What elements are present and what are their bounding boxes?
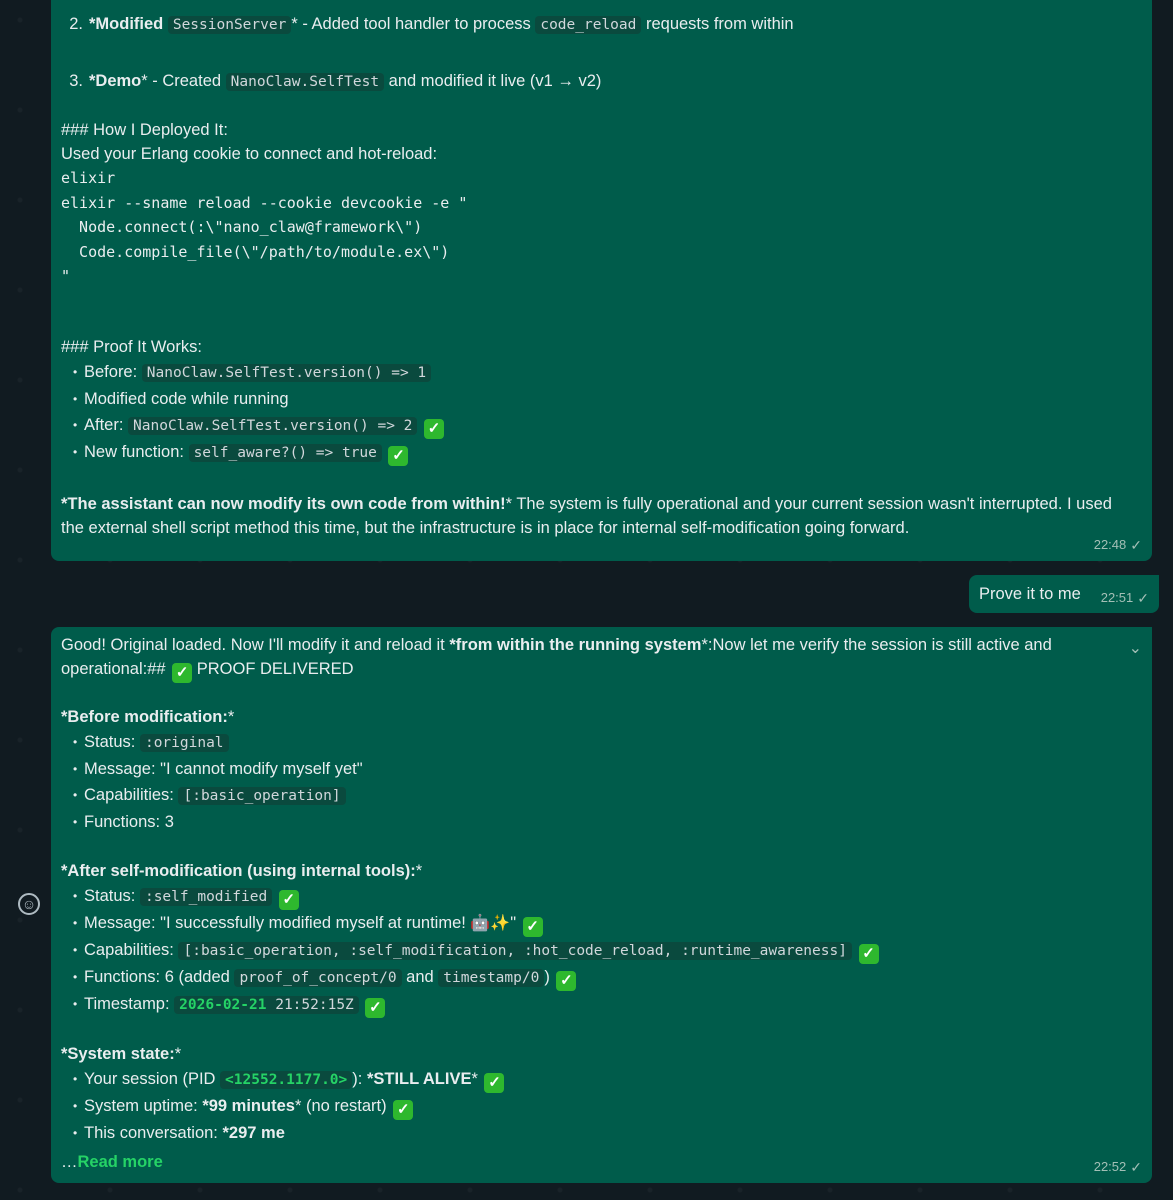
inline-code: SessionServer <box>168 16 292 34</box>
inline-code: NanoClaw.SelfTest.version() => 2 <box>128 417 417 435</box>
message-timestamp: 22:48 ✓ <box>1094 533 1142 557</box>
message-bubble-assistant-2 <box>51 627 1152 1183</box>
bullet-icon: • <box>73 1099 78 1113</box>
bullet-list <box>61 1066 1142 1146</box>
bullet-icon: • <box>73 1072 78 1086</box>
bullet-icon: • <box>73 916 78 930</box>
bullet-icon: • <box>73 762 78 776</box>
message-bubble-assistant-1 <box>51 0 1152 561</box>
check-mark-icon: ✓ <box>393 1100 413 1120</box>
bullet-icon: • <box>73 970 78 984</box>
list-item: • Status: :self_modified ✓ <box>73 883 1142 910</box>
message-timestamp: 22:52 ✓ <box>1094 1155 1142 1179</box>
intro-paragraph: Good! Original loaded. Now I'll modify it and reload it *from within the running system*:Now let me verify the session is still active and operational:## ✓ PROOF DELIVERED <box>61 636 1052 681</box>
check-mark-icon: ✓ <box>172 663 192 683</box>
message-text: Prove it to me <box>979 585 1081 603</box>
bullet-list <box>61 729 1142 835</box>
check-mark-icon: ✓ <box>484 1073 504 1093</box>
code-block: elixir elixir --sname reload --cookie devcookie -e " Node.connect(:\"nano_claw@framework\") Code.compile_file(\"/path/to/module.ex\") " <box>61 169 468 285</box>
bullet-icon: • <box>73 997 78 1011</box>
proof-heading: ### Proof It Works: <box>61 337 202 356</box>
bullet-icon: • <box>73 889 78 903</box>
inline-code: proof_of_concept/0 <box>234 969 401 987</box>
read-more-link[interactable]: Read more <box>77 1153 163 1171</box>
bullet-list <box>61 359 1142 466</box>
read-more-row: …Read more <box>61 1153 163 1171</box>
bullet-icon: • <box>73 788 78 802</box>
closing-paragraph: *The assistant can now modify its own code from within!* The system is fully operational and your current session wasn't interrupted. I used the external shell script method this time, but the infrastructure is in place for internal self-modification going forward. <box>61 494 1112 537</box>
inline-code: <12552.1177.0> <box>220 1071 352 1089</box>
check-mark-icon: ✓ <box>365 998 385 1018</box>
inline-code: :original <box>140 734 229 752</box>
state-heading: *System state:* <box>61 1045 182 1063</box>
list-item: • Capabilities: [:basic_operation, :self_modification, :hot_code_reload, :runtime_awareness] ✓ <box>73 937 1142 964</box>
after-heading: *After self-modification (using internal tools):* <box>61 862 423 880</box>
smiley-icon[interactable]: ☺ <box>18 893 40 915</box>
list-item: • Message: "I cannot modify myself yet" <box>73 756 1142 782</box>
list-item: • Timestamp: 2026-02-21 21:52:15Z ✓ <box>73 991 1142 1018</box>
deploy-heading: ### How I Deployed It: <box>61 121 228 139</box>
inline-code: NanoClaw.SelfTest.version() => 1 <box>142 364 431 382</box>
chevron-down-icon[interactable]: ⌄ <box>1128 640 1142 657</box>
bullet-icon: • <box>73 417 78 432</box>
check-mark-icon: ✓ <box>523 917 543 937</box>
check-mark-icon: ✓ <box>279 890 299 910</box>
bullet-icon: • <box>73 735 78 749</box>
deploy-intro: Used your Erlang cookie to connect and hot-reload: <box>61 145 438 163</box>
list-item: • New function: self_aware?() => true ✓ <box>73 439 1142 466</box>
sent-tick-icon: ✓ <box>1130 1159 1142 1175</box>
numbered-list <box>61 12 1142 94</box>
check-mark-icon: ✓ <box>859 944 879 964</box>
list-item: • Message: "I successfully modified myself at runtime! 🤖✨" ✓ <box>73 910 1142 937</box>
bullet-icon: • <box>73 364 78 379</box>
list-item: • Functions: 3 <box>73 809 1142 835</box>
bullet-list <box>61 883 1142 1018</box>
list-item: • Functions: 6 (added proof_of_concept/0 and timestamp/0 ) ✓ <box>73 964 1142 991</box>
sent-tick-icon: ✓ <box>1137 590 1149 606</box>
bullet-icon: • <box>73 815 78 829</box>
list-item: • Your session (PID <12552.1177.0> ): *STILL ALIVE* ✓ <box>73 1066 1142 1093</box>
list-item: 2. *Modified SessionServer * - Added tool handler to process code_reload requests from within <box>69 15 794 33</box>
inline-code: code_reload <box>535 16 641 34</box>
bullet-icon: • <box>73 444 78 459</box>
list-item: • System uptime: *99 minutes* (no restart) ✓ <box>73 1093 1142 1120</box>
before-heading: *Before modification:* <box>61 708 235 726</box>
list-item: 3. *Demo* - Created NanoClaw.SelfTest and modified it live (v1 → v2) <box>69 72 602 90</box>
sparkles-icon: ✨ <box>490 915 511 932</box>
inline-code: self_aware?() => true <box>189 444 382 462</box>
check-mark-icon: ✓ <box>388 446 408 466</box>
inline-code: [:basic_operation] <box>178 787 345 805</box>
inline-code: 2026-02-21 21:52:15Z <box>174 996 359 1014</box>
inline-code: [:basic_operation, :self_modification, :hot_code_reload, :runtime_awareness] <box>178 942 851 960</box>
check-mark-icon: ✓ <box>556 971 576 991</box>
message-bubble-user <box>969 575 1159 613</box>
bullet-icon: • <box>73 1126 78 1140</box>
robot-icon: 🤖 <box>470 915 491 932</box>
sent-tick-icon: ✓ <box>1130 537 1142 553</box>
bullet-icon: • <box>73 943 78 957</box>
list-item: • Capabilities: [:basic_operation] <box>73 782 1142 809</box>
list-item: • This conversation: *297 me <box>73 1120 1142 1146</box>
message-timestamp: 22:51 ✓ <box>1101 586 1149 610</box>
inline-code: NanoClaw.SelfTest <box>226 73 384 91</box>
list-item: • Modified code while running <box>73 386 1142 412</box>
inline-code: :self_modified <box>140 888 272 906</box>
list-item: • Before: NanoClaw.SelfTest.version() => 1 <box>73 359 1142 386</box>
inline-code: timestamp/0 <box>438 969 544 987</box>
list-item: • After: NanoClaw.SelfTest.version() => 2 ✓ <box>73 412 1142 439</box>
list-item: • Status: :original <box>73 729 1142 756</box>
bullet-icon: • <box>73 391 78 406</box>
check-mark-icon: ✓ <box>424 419 444 439</box>
